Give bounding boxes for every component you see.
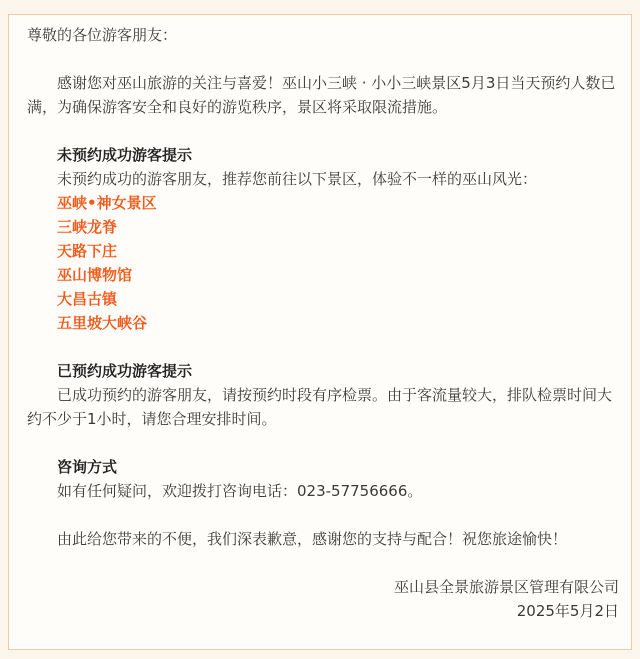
spot-item: 三峡龙脊 [57, 218, 118, 236]
unbooked-heading: 未预约成功游客提示 [57, 146, 193, 164]
contact-heading: 咨询方式 [57, 458, 118, 476]
notice-content [27, 23, 619, 623]
contact-text: 如有任何疑问，欢迎拨打咨询电话：023-57756666。 [57, 482, 423, 500]
unbooked-text: 未预约成功的游客朋友，推荐您前往以下景区，体验不一样的巫山风光： [57, 170, 538, 188]
signature-date: 2025年5月2日 [516, 602, 619, 620]
spot-item: 天路下庄 [57, 242, 118, 260]
booked-heading: 已预约成功游客提示 [57, 362, 193, 380]
closing-paragraph: 由此给您带来的不便，我们深表歉意，感谢您的支持与配合！祝您旅途愉快！ [57, 530, 568, 548]
intro-paragraph: 感谢您对巫山旅游的关注与喜爱！巫山小三峡 · 小小三峡景区5月3日当天预约人数已满，为确保游客安全和良好的游览秩序，景区将采取限流措施。 [27, 74, 616, 116]
spot-item: 大昌古镇 [57, 290, 118, 308]
spot-item: 巫山博物馆 [57, 266, 133, 284]
signature-org: 巫山县全景旅游景区管理有限公司 [393, 578, 619, 596]
greeting: 尊敬的各位游客朋友： [27, 26, 178, 44]
spot-item: 五里坡大峡谷 [57, 314, 148, 332]
spot-item: 巫峡•神女景区 [57, 194, 157, 212]
notice-card [8, 14, 632, 650]
booked-text: 已成功预约的游客朋友，请按预约时段有序检票。由于客流量较大，排队检票时间大约不少于1小时，请您合理安排时间。 [27, 386, 613, 428]
